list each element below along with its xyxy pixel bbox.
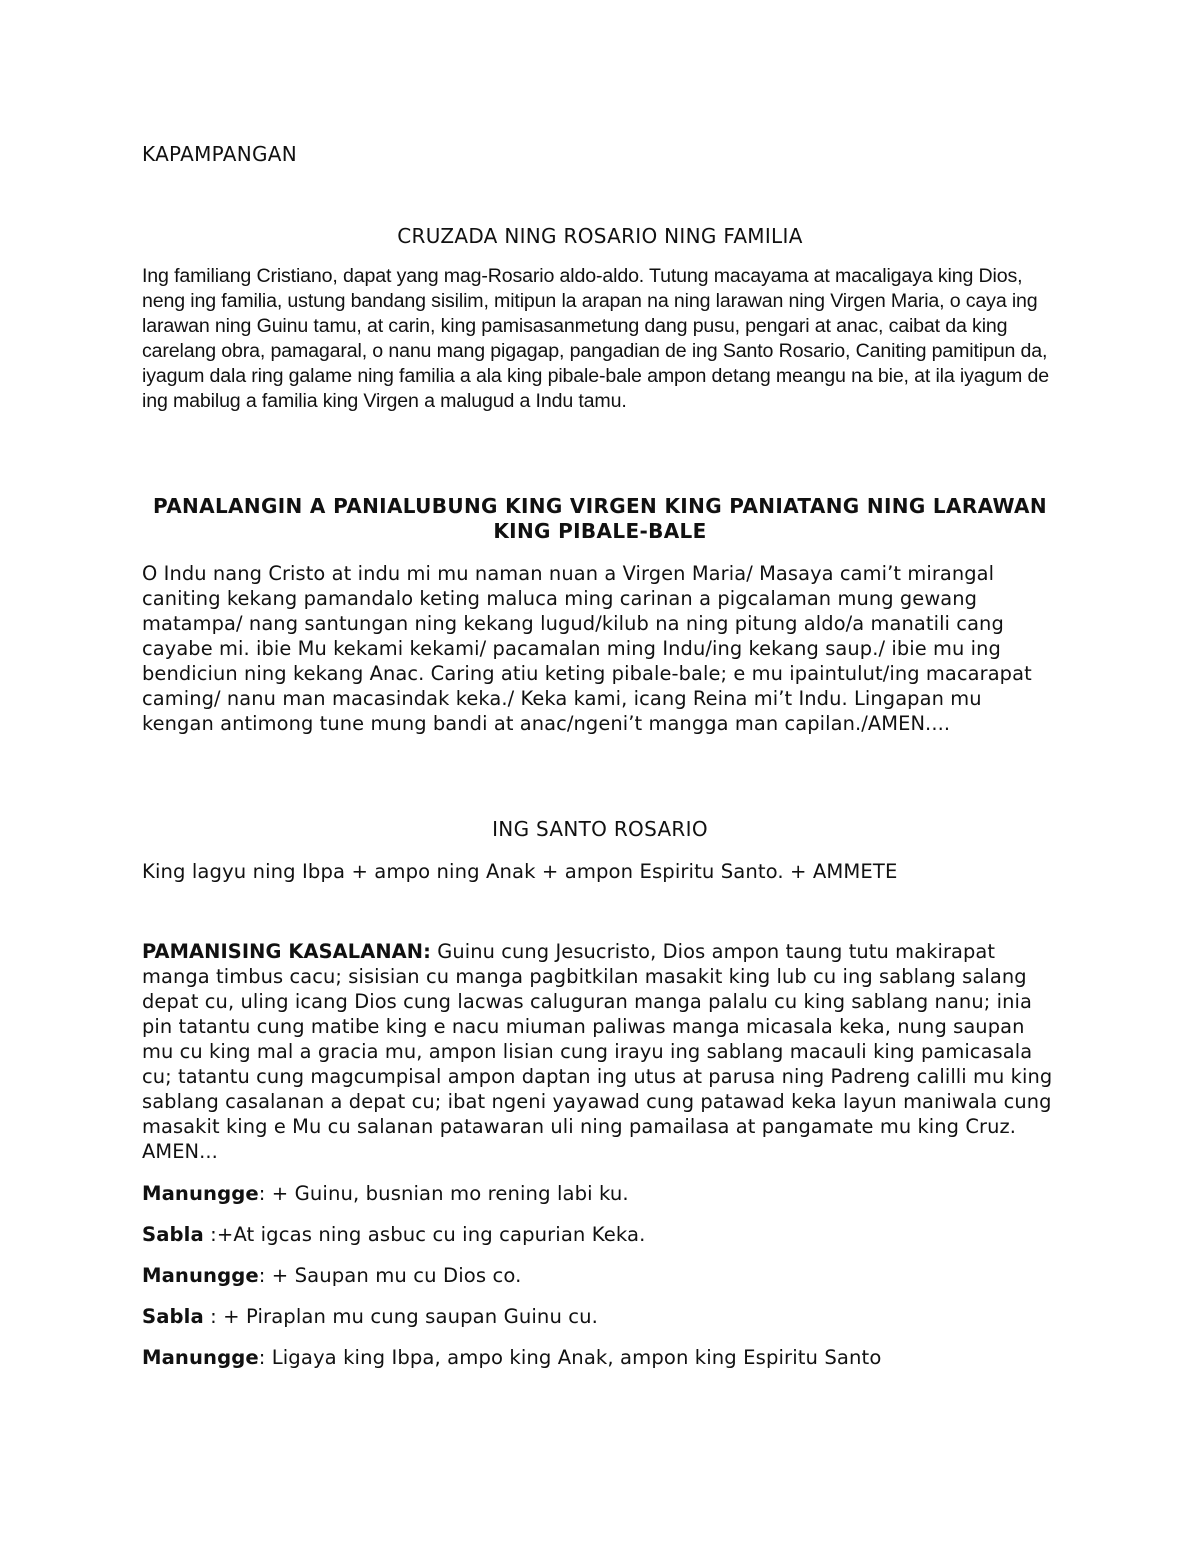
section-title-panalangin: PANALANGIN A PANIALUBUNG KING VIRGEN KING PANIATANG NING LARAWAN KING PIBALE-BALE — [153, 494, 1047, 543]
response-line — [142, 1222, 1058, 1247]
intro-paragraph: Ing familiang Cristiano, dapat yang mag-Rosario aldo-aldo. Tutung macayama at macaligaya king Dios, neng ing familia, ustung bandang sisilim, mitipun la arapan na ning larawan ning Virgen Maria, o caya ing larawan ning Guinu tamu, at carin, king pamisasanmetung dang pusu, pengari at anac, caibat da king carelang obra, pamagaral, o nanu mang pigagap, pangadian de ing Santo Rosario, Caniting pamitipun da, iyagum dala ring galame ning familia a ala king pibale-bale ampon detang meangu na bie, at ila iyagum de ing mabilug a familia king Virgen a malugud a Indu tamu. — [142, 265, 1049, 412]
confession-text: Guinu cung Jesucristo, Dios ampon taung tutu makirapat manga timbus cacu; sisisian cu manga pagbitkilan masakit king lub cu ing sablang salang depat cu, uling icang Dios cung lacwas caluguran manga palalu cu king sablang nanu; inia pin tatantu cung matibe king e nacu miuman paliwas manga micasala keka, nung saupan mu cu king mal a gracia mu, ampon lisian cung irayu ing sablang macauli king pamicasala cu; tatantu cung magcumpisal ampon daptan ing utus at parusa ning Padreng calilli mu king sablang casalanan a depat cu; ibat ngeni yayawad cung patawad keka layun maniwala cung masakit king e Mu cu salanan patawaran uli ning pamailasa at pangamate mu king Cruz. AMEN... — [142, 940, 1053, 1163]
response-separator: : — [258, 1264, 272, 1287]
response-line — [142, 1304, 1058, 1329]
sign-of-cross-line: King lagyu ning Ibpa + ampo ning Anak + ampon Espiritu Santo. + AMMETE — [142, 860, 898, 883]
response-text: + Guinu, busnian mo rening labi ku. — [271, 1182, 629, 1205]
response-speaker: Manungge — [142, 1264, 259, 1287]
response-speaker: Manungge — [142, 1346, 259, 1369]
response-speaker: Manungge — [142, 1182, 259, 1205]
response-text: Ligaya king Ibpa, ampo king Anak, ampon king Espiritu Santo — [271, 1346, 882, 1369]
section-title-cruzada: CRUZADA NING ROSARIO NING FAMILIA — [397, 224, 803, 248]
section-title-santo-rosario: ING SANTO ROSARIO — [492, 817, 708, 841]
response-separator: : — [258, 1346, 272, 1369]
response-text: + Saupan mu cu Dios co. — [271, 1264, 522, 1287]
response-separator: : — [203, 1223, 217, 1246]
confession-paragraph — [142, 939, 1058, 1164]
confession-label: PAMANISING KASALANAN: — [142, 940, 431, 963]
response-line — [142, 1181, 1058, 1206]
response-speaker: Sabla — [142, 1305, 204, 1328]
response-text: + Piraplan mu cung saupan Guinu cu. — [223, 1305, 599, 1328]
response-line — [142, 1263, 1058, 1288]
response-text: +At igcas ning asbuc cu ing capurian Keka. — [216, 1223, 646, 1246]
response-line — [142, 1345, 1058, 1370]
prayer-paragraph: O Indu nang Cristo at indu mi mu naman nuan a Virgen Maria/ Masaya cami’t mirangal caniting kekang pamandalo keting maluca ming carinan a pigcalaman mung gewang matampa/ nang santungan ning kekang lugud/kilub na ning pitung aldo/a manatili cang cayabe mi. ibie Mu kekami kekami/ pacamalan ming Indu/ing kekang saup./ ibie mu ing bendiciun ning kekang Anac. Caring atiu keting pibale-bale; e mu ipaintulut/ing macarapat caming/ nanu man macasindak keka./ Keka kami, icang Reina mi’t Indu. Lingapan mu kengan antimong tune mung bandi at anac/ngeni’t mangga man capilan./AMEN.... — [142, 562, 1032, 735]
language-label: KAPAMPANGAN — [142, 142, 298, 166]
response-speaker: Sabla — [142, 1223, 204, 1246]
response-separator: : — [258, 1182, 272, 1205]
response-separator: : — [203, 1305, 224, 1328]
